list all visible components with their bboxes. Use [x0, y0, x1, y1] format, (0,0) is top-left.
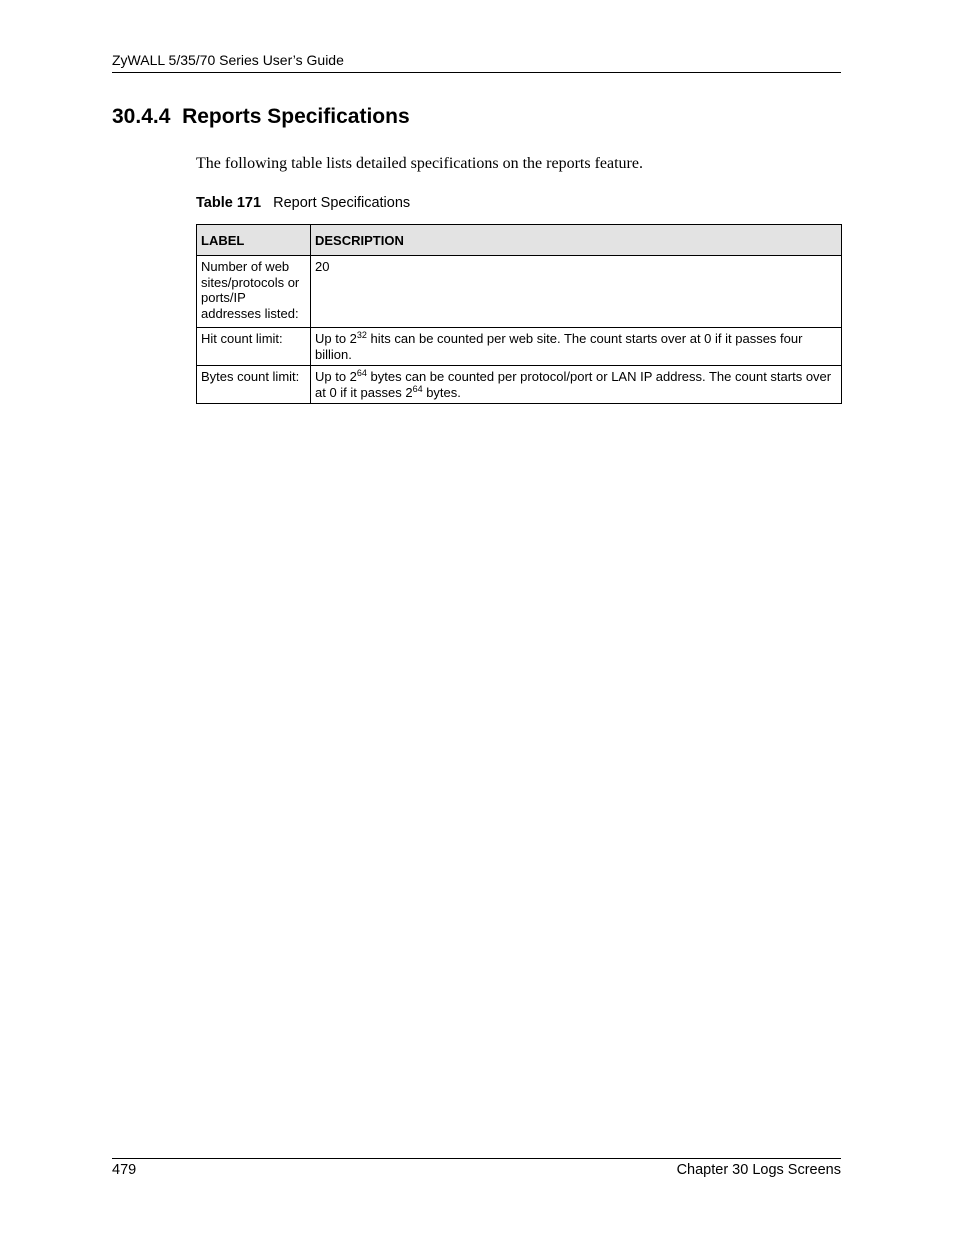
table-row — [197, 256, 842, 328]
row-label: Hit count limit: — [197, 328, 311, 366]
intro-paragraph: The following table lists detailed specifications on the reports feature. — [196, 155, 643, 172]
table-header-row — [197, 225, 842, 256]
column-header-label: LABEL — [197, 225, 311, 256]
row-description: 20 — [311, 256, 842, 328]
section-heading — [112, 105, 410, 129]
footer-divider — [112, 1158, 841, 1159]
table-caption — [196, 195, 410, 211]
running-header: ZyWALL 5/35/70 Series User’s Guide — [112, 52, 344, 68]
table-caption-title: Report Specifications — [273, 195, 411, 211]
table-caption-number: Table 171 — [196, 195, 262, 211]
column-header-description: DESCRIPTION — [311, 225, 842, 256]
report-specifications-table — [196, 224, 842, 404]
page-number: 479 — [112, 1162, 137, 1178]
table-row — [197, 328, 842, 366]
row-description: Up to $2^{32}$ hits can be counted per web site. The count starts over at 0 if it passes four billion. — [311, 328, 842, 366]
row-label: Bytes count limit: — [197, 366, 311, 404]
chapter-title: Chapter 30 Logs Screens — [676, 1162, 841, 1178]
row-label: Number of web sites/protocols or ports/IP addresses listed: — [197, 256, 311, 328]
section-title: Reports Specifications — [182, 105, 410, 128]
row-description: Up to $2^{64}$ bytes can be counted per protocol/port or LAN IP address. The count starts over at 0 if it passes $2^{64}$ bytes. — [311, 366, 842, 404]
header-divider — [112, 72, 841, 73]
section-number: 30.4.4 — [112, 105, 171, 128]
table-row — [197, 366, 842, 404]
